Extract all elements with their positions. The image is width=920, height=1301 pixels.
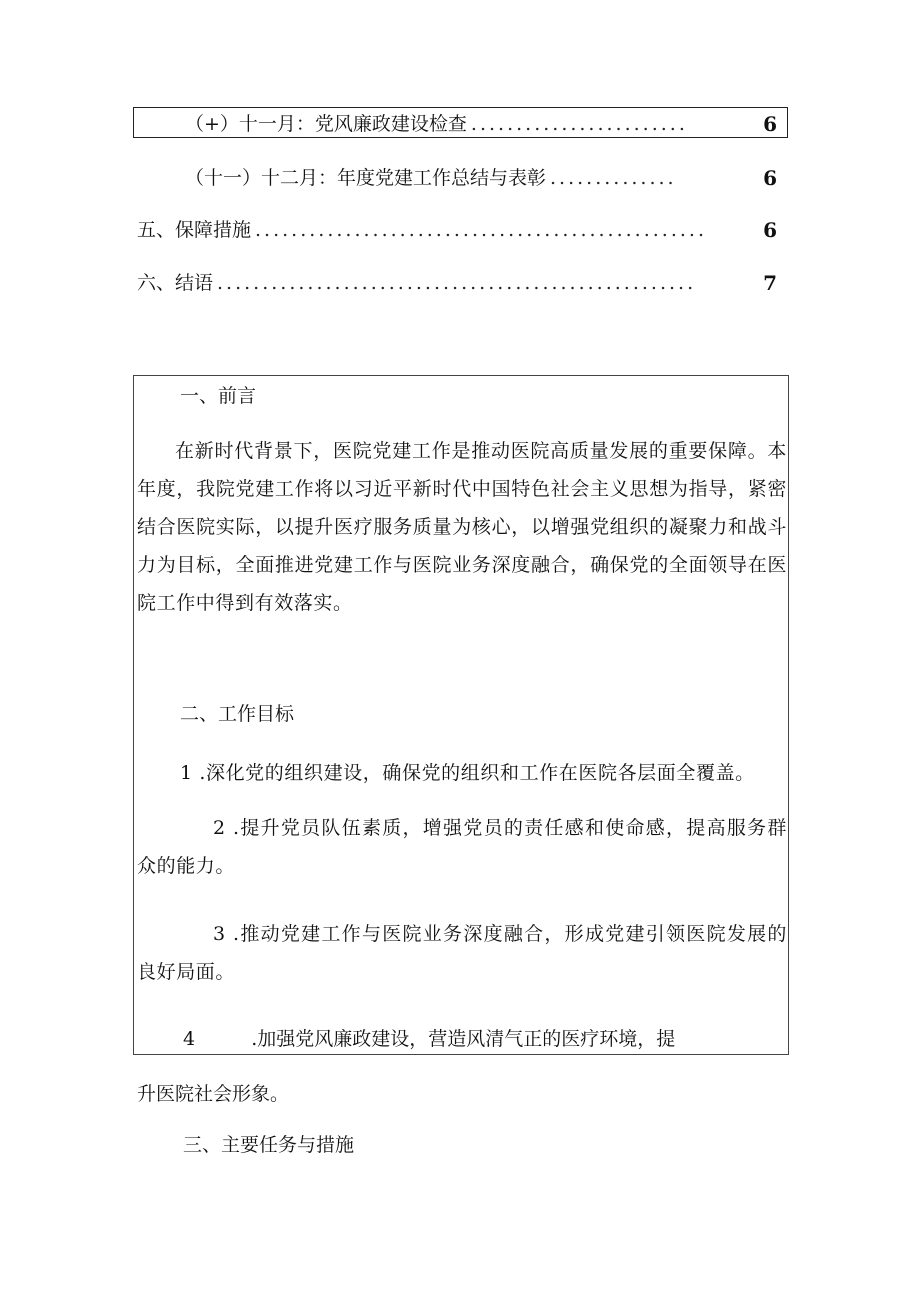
goal-item — [137, 809, 787, 885]
preface-paragraph: 在新时代背景下，医院党建工作是推动医院高质量发展的重要保障。本年度，我院党建工作将以习近平新时代中国特色社会主义思想为指导，紧密结合医院实际，以提升医疗服务质量为核心，以增强党组织的凝聚力和战斗力为目标，全面推进党建工作与医院业务深度融合，确保党的全面领导在医院工作中得到有效落实。 — [137, 440, 787, 614]
goal-item-text: .提升党员队伍素质，增强党员的责任感和使命感，提高服务群众的能力。 — [137, 817, 787, 877]
toc-entry-page: 6 — [763, 218, 777, 242]
goal-item — [180, 754, 800, 792]
toc-entry-label: （十一）十二月：年度党建工作总结与表彰 — [185, 167, 547, 189]
section-heading-tasks: 三、主要任务与措施 — [183, 1134, 355, 1156]
goal-item-number: 4 — [183, 1028, 196, 1050]
toc-entry-label: （+）十一月：党风廉政建设检查 — [185, 113, 467, 135]
toc-entry-page: 7 — [763, 271, 777, 295]
toc-entry-leader: ........................ — [470, 113, 688, 135]
goal-item-text: .加强党风廉政建设，营造风清气正的医疗环境，提 — [251, 1028, 676, 1050]
toc-entry-leader: .............. — [550, 167, 677, 189]
toc-entry[interactable] — [185, 104, 777, 138]
toc-entry[interactable] — [137, 263, 777, 297]
goal-item-text: .推动党建工作与医院业务深度融合，形成党建引领医院发展的良好局面。 — [137, 923, 787, 983]
goal-item-text: .深化党的组织建设，确保党的组织和工作在医院各层面全覆盖。 — [199, 762, 755, 784]
toc-entry-label: 五、保障措施 — [137, 219, 252, 241]
goal-item — [137, 915, 787, 991]
section-heading-preface: 一、前言 — [180, 385, 257, 407]
toc-entry-page: 6 — [763, 112, 777, 136]
toc-entry-leader: .................................................. — [255, 219, 707, 241]
toc-entry-page: 6 — [763, 166, 777, 190]
goal-item-number: 1 — [180, 762, 193, 784]
toc-entry-leader: ..................................................... — [217, 272, 697, 294]
toc-entry[interactable] — [137, 210, 777, 244]
goal-item-number: 2 — [213, 817, 226, 839]
section-heading-goals: 二、工作目标 — [180, 703, 295, 725]
toc-entry-label: 六、结语 — [137, 272, 214, 294]
goal-item-number: 3 — [213, 923, 226, 945]
goal-item-continuation: 升医院社会形象。 — [137, 1083, 290, 1105]
toc-entry[interactable] — [185, 158, 777, 192]
goal-item — [183, 1024, 675, 1054]
